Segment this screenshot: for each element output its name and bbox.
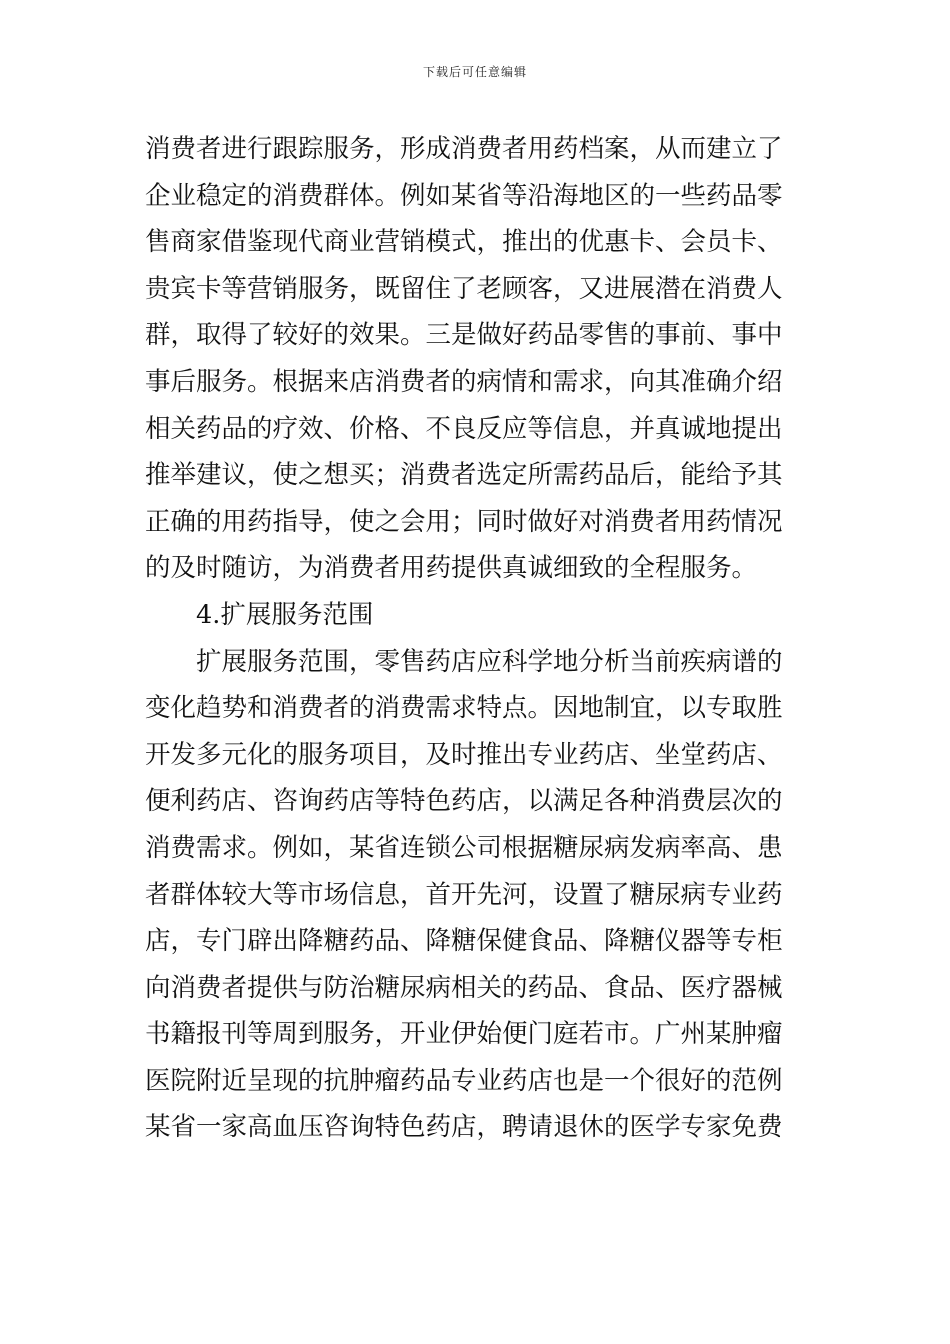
paragraph-line: 店，专门辟出降糖药品、降糖保健食品、降糖仪器等专柜 (145, 926, 783, 957)
paragraph-line: 推举建议，使之想买；消费者选定所需药品后，能给予其 (145, 460, 783, 491)
paragraph-line: 的及时随访，为消费者用药提供真诚细致的全程服务。 (145, 553, 758, 584)
paragraph-line: 贵宾卡等营销服务，既留住了老顾客，又进展潜在消费人 (145, 273, 783, 304)
paragraph-line: 消费者进行跟踪服务，形成消费者用药档案，从而建立了 (145, 134, 783, 164)
paragraph-line: 企业稳定的消费群体。例如某省等沿海地区的一些药品零 (145, 180, 783, 211)
paragraph-line: 事后服务。根据来店消费者的病情和需求，向其准确介绍 (145, 366, 783, 397)
paragraph-line: 便利药店、咨询药店等特色药店，以满足各种消费层次的 (145, 786, 783, 817)
document-body (145, 126, 810, 1151)
paragraph-first-line: 扩展服务范围，零售药店应科学地分析当前疾病谱的 (196, 646, 783, 677)
page-header: 下载后可任意编辑 (422, 65, 527, 79)
paragraph-line: 群，取得了较好的效果。三是做好药品零售的事前、事中 (145, 320, 783, 351)
section-heading: 4.扩展服务范围 (196, 599, 374, 630)
paragraph-line: 开发多元化的服务项目，及时推出专业药店、坐堂药店、 (145, 739, 783, 770)
paragraph-line: 正确的用药指导，使之会用；同时做好对消费者用药情况 (145, 506, 783, 537)
paragraph-line: 者群体较大等市场信息，首开先河，设置了糖尿病专业药 (145, 879, 783, 910)
paragraph-line: 消费需求。例如，某省连锁公司根据糖尿病发病率高、患 (145, 832, 783, 863)
paragraph-line: 向消费者提供与防治糖尿病相关的药品、食品、医疗器械 (145, 972, 783, 1003)
paragraph-line: 某省一家高血压咨询特色药店，聘请退休的医学专家免费 (145, 1112, 783, 1143)
paragraph-line: 相关药品的疗效、价格、不良反应等信息，并真诚地提出 (145, 413, 783, 444)
paragraph-line: 变化趋势和消费者的消费需求特点。因地制宜，以专取胜 (145, 693, 783, 724)
paragraph-line: 售商家借鉴现代商业营销模式，推出的优惠卡、会员卡、 (145, 227, 783, 258)
paragraph-line: 医院附近呈现的抗肿瘤药品专业药店也是一个很好的范例 (145, 1065, 783, 1096)
paragraph-line: 书籍报刊等周到服务，开业伊始便门庭若市。广州某肿瘤 (145, 1019, 783, 1050)
